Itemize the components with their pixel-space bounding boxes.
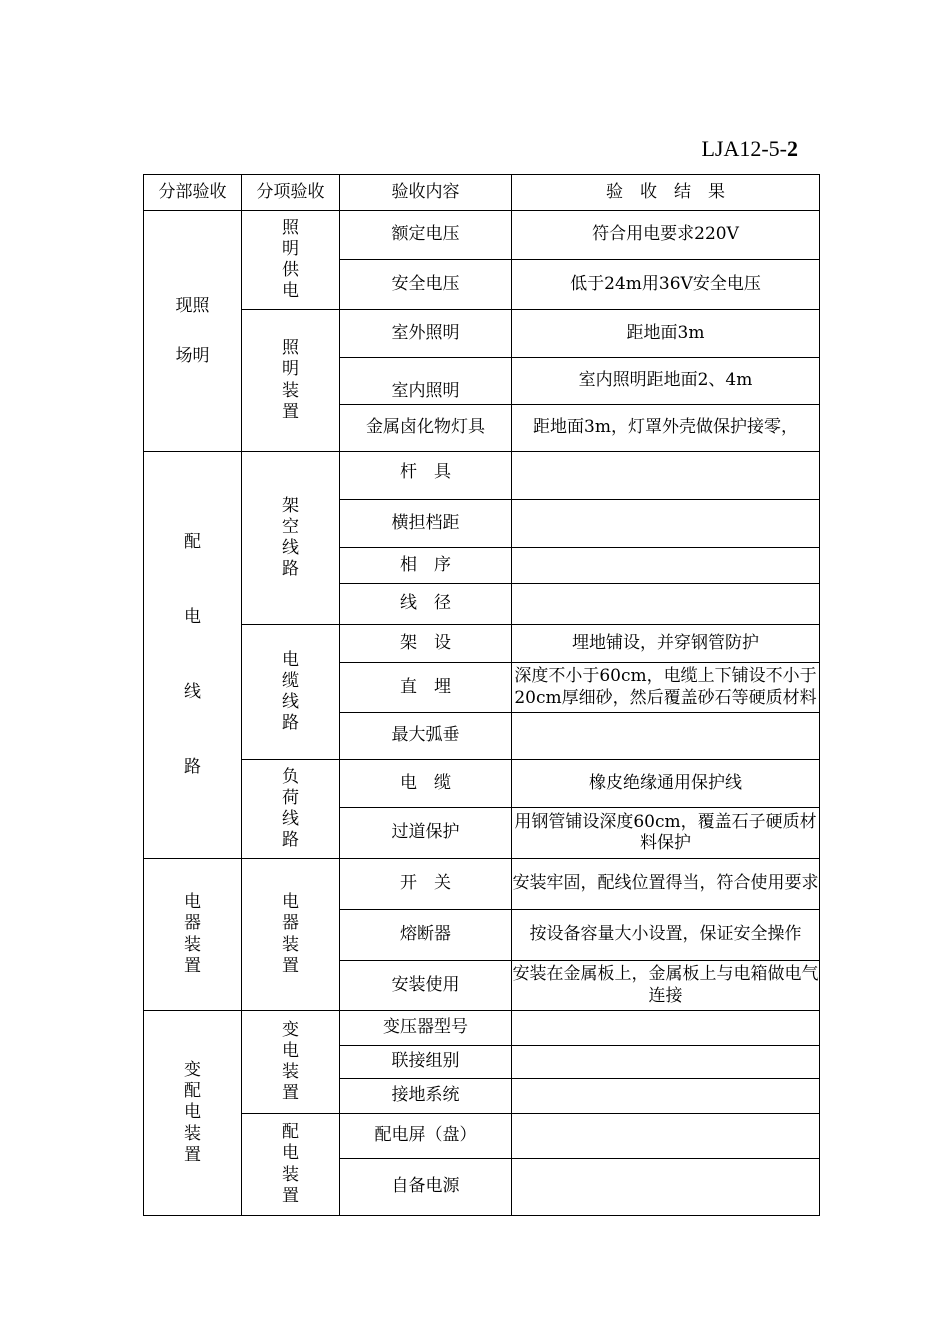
header-sub: 分项验收 [242, 175, 340, 211]
result-cell: 距地面3m，灯罩外壳做保护接零， [512, 405, 820, 452]
item-cell: 安全电压 [340, 260, 512, 310]
item-cell: 电 缆 [340, 760, 512, 808]
result-cell [512, 500, 820, 548]
item-cell: 接地系统 [340, 1079, 512, 1114]
item-cell: 金属卤化物灯具 [340, 405, 512, 452]
item-cell: 横担档距 [340, 500, 512, 548]
header-result: 验 收 结 果 [512, 175, 820, 211]
result-cell [512, 1011, 820, 1046]
sub-cell-cable-line: 电缆线路 [242, 625, 340, 760]
item-cell: 额定电压 [340, 211, 512, 260]
sub-cell-lighting-fixtures: 照明装置 [242, 310, 340, 452]
table-row [144, 310, 820, 358]
result-cell: 橡皮绝缘通用保护线 [512, 760, 820, 808]
item-cell: 过道保护 [340, 808, 512, 859]
item-cell: 熔断器 [340, 910, 512, 961]
result-cell: 距地面3m [512, 310, 820, 358]
part-cell-wiring: 配 电 线 路 [144, 452, 242, 859]
result-cell: 低于24m用36V安全电压 [512, 260, 820, 310]
acceptance-table [143, 174, 820, 1216]
item-cell: 开 关 [340, 859, 512, 910]
part-cell-substation: 变配电装置 [144, 1011, 242, 1216]
item-cell: 架 设 [340, 625, 512, 663]
result-cell [512, 1114, 820, 1159]
table-row [144, 859, 820, 910]
sub-cell-distribution: 配电装置 [242, 1114, 340, 1216]
item-cell: 最大弧垂 [340, 713, 512, 760]
result-cell [512, 713, 820, 760]
document-code: LJA12-5-2 [701, 136, 798, 161]
result-cell: 深度不小于60cm，电缆上下铺设不小于20cm厚细砂，然后覆盖砂石等硬质材料 [512, 663, 820, 713]
item-cell: 相 序 [340, 548, 512, 584]
sub-cell-transformer: 变电装置 [242, 1011, 340, 1114]
result-cell [512, 452, 820, 500]
table-row [144, 211, 820, 260]
result-cell: 用钢管铺设深度60cm，覆盖石子硬质材料保护 [512, 808, 820, 859]
result-cell: 安装牢固，配线位置得当，符合使用要求 [512, 859, 820, 910]
item-cell: 变压器型号 [340, 1011, 512, 1046]
result-cell: 埋地铺设，并穿钢管防护 [512, 625, 820, 663]
result-cell [512, 1079, 820, 1114]
sub-cell-electrical: 电器装置 [242, 859, 340, 1011]
result-cell [512, 1046, 820, 1079]
item-cell: 杆 具 [340, 452, 512, 500]
table-row [144, 760, 820, 808]
item-cell: 直 埋 [340, 663, 512, 713]
table-row [144, 1011, 820, 1046]
result-cell: 符合用电要求220V [512, 211, 820, 260]
result-cell [512, 584, 820, 625]
result-cell: 室内照明距地面2、4m [512, 358, 820, 405]
sub-cell-overhead-line: 架空线路 [242, 452, 340, 625]
item-cell: 线 径 [340, 584, 512, 625]
item-cell: 安装使用 [340, 961, 512, 1011]
result-cell [512, 548, 820, 584]
item-cell: 自备电源 [340, 1159, 512, 1216]
result-cell: 安装在金属板上，金属板上与电箱做电气连接 [512, 961, 820, 1011]
table-row [144, 452, 820, 500]
part-cell-lighting: 现照 场明 [144, 211, 242, 452]
header-part: 分部验收 [144, 175, 242, 211]
sub-cell-lighting-supply: 照明供电 [242, 211, 340, 310]
item-cell: 室外照明 [340, 310, 512, 358]
item-cell: 联接组别 [340, 1046, 512, 1079]
result-cell [512, 1159, 820, 1216]
item-cell: 室内照明 [340, 358, 512, 405]
result-cell: 按设备容量大小设置，保证安全操作 [512, 910, 820, 961]
item-cell: 配电屏（盘） [340, 1114, 512, 1159]
table-row [144, 625, 820, 663]
header-content: 验收内容 [340, 175, 512, 211]
table-row [144, 1114, 820, 1159]
sub-cell-load-line: 负荷线路 [242, 760, 340, 859]
part-cell-electrical: 电器装置 [144, 859, 242, 1011]
header-row [144, 175, 820, 211]
